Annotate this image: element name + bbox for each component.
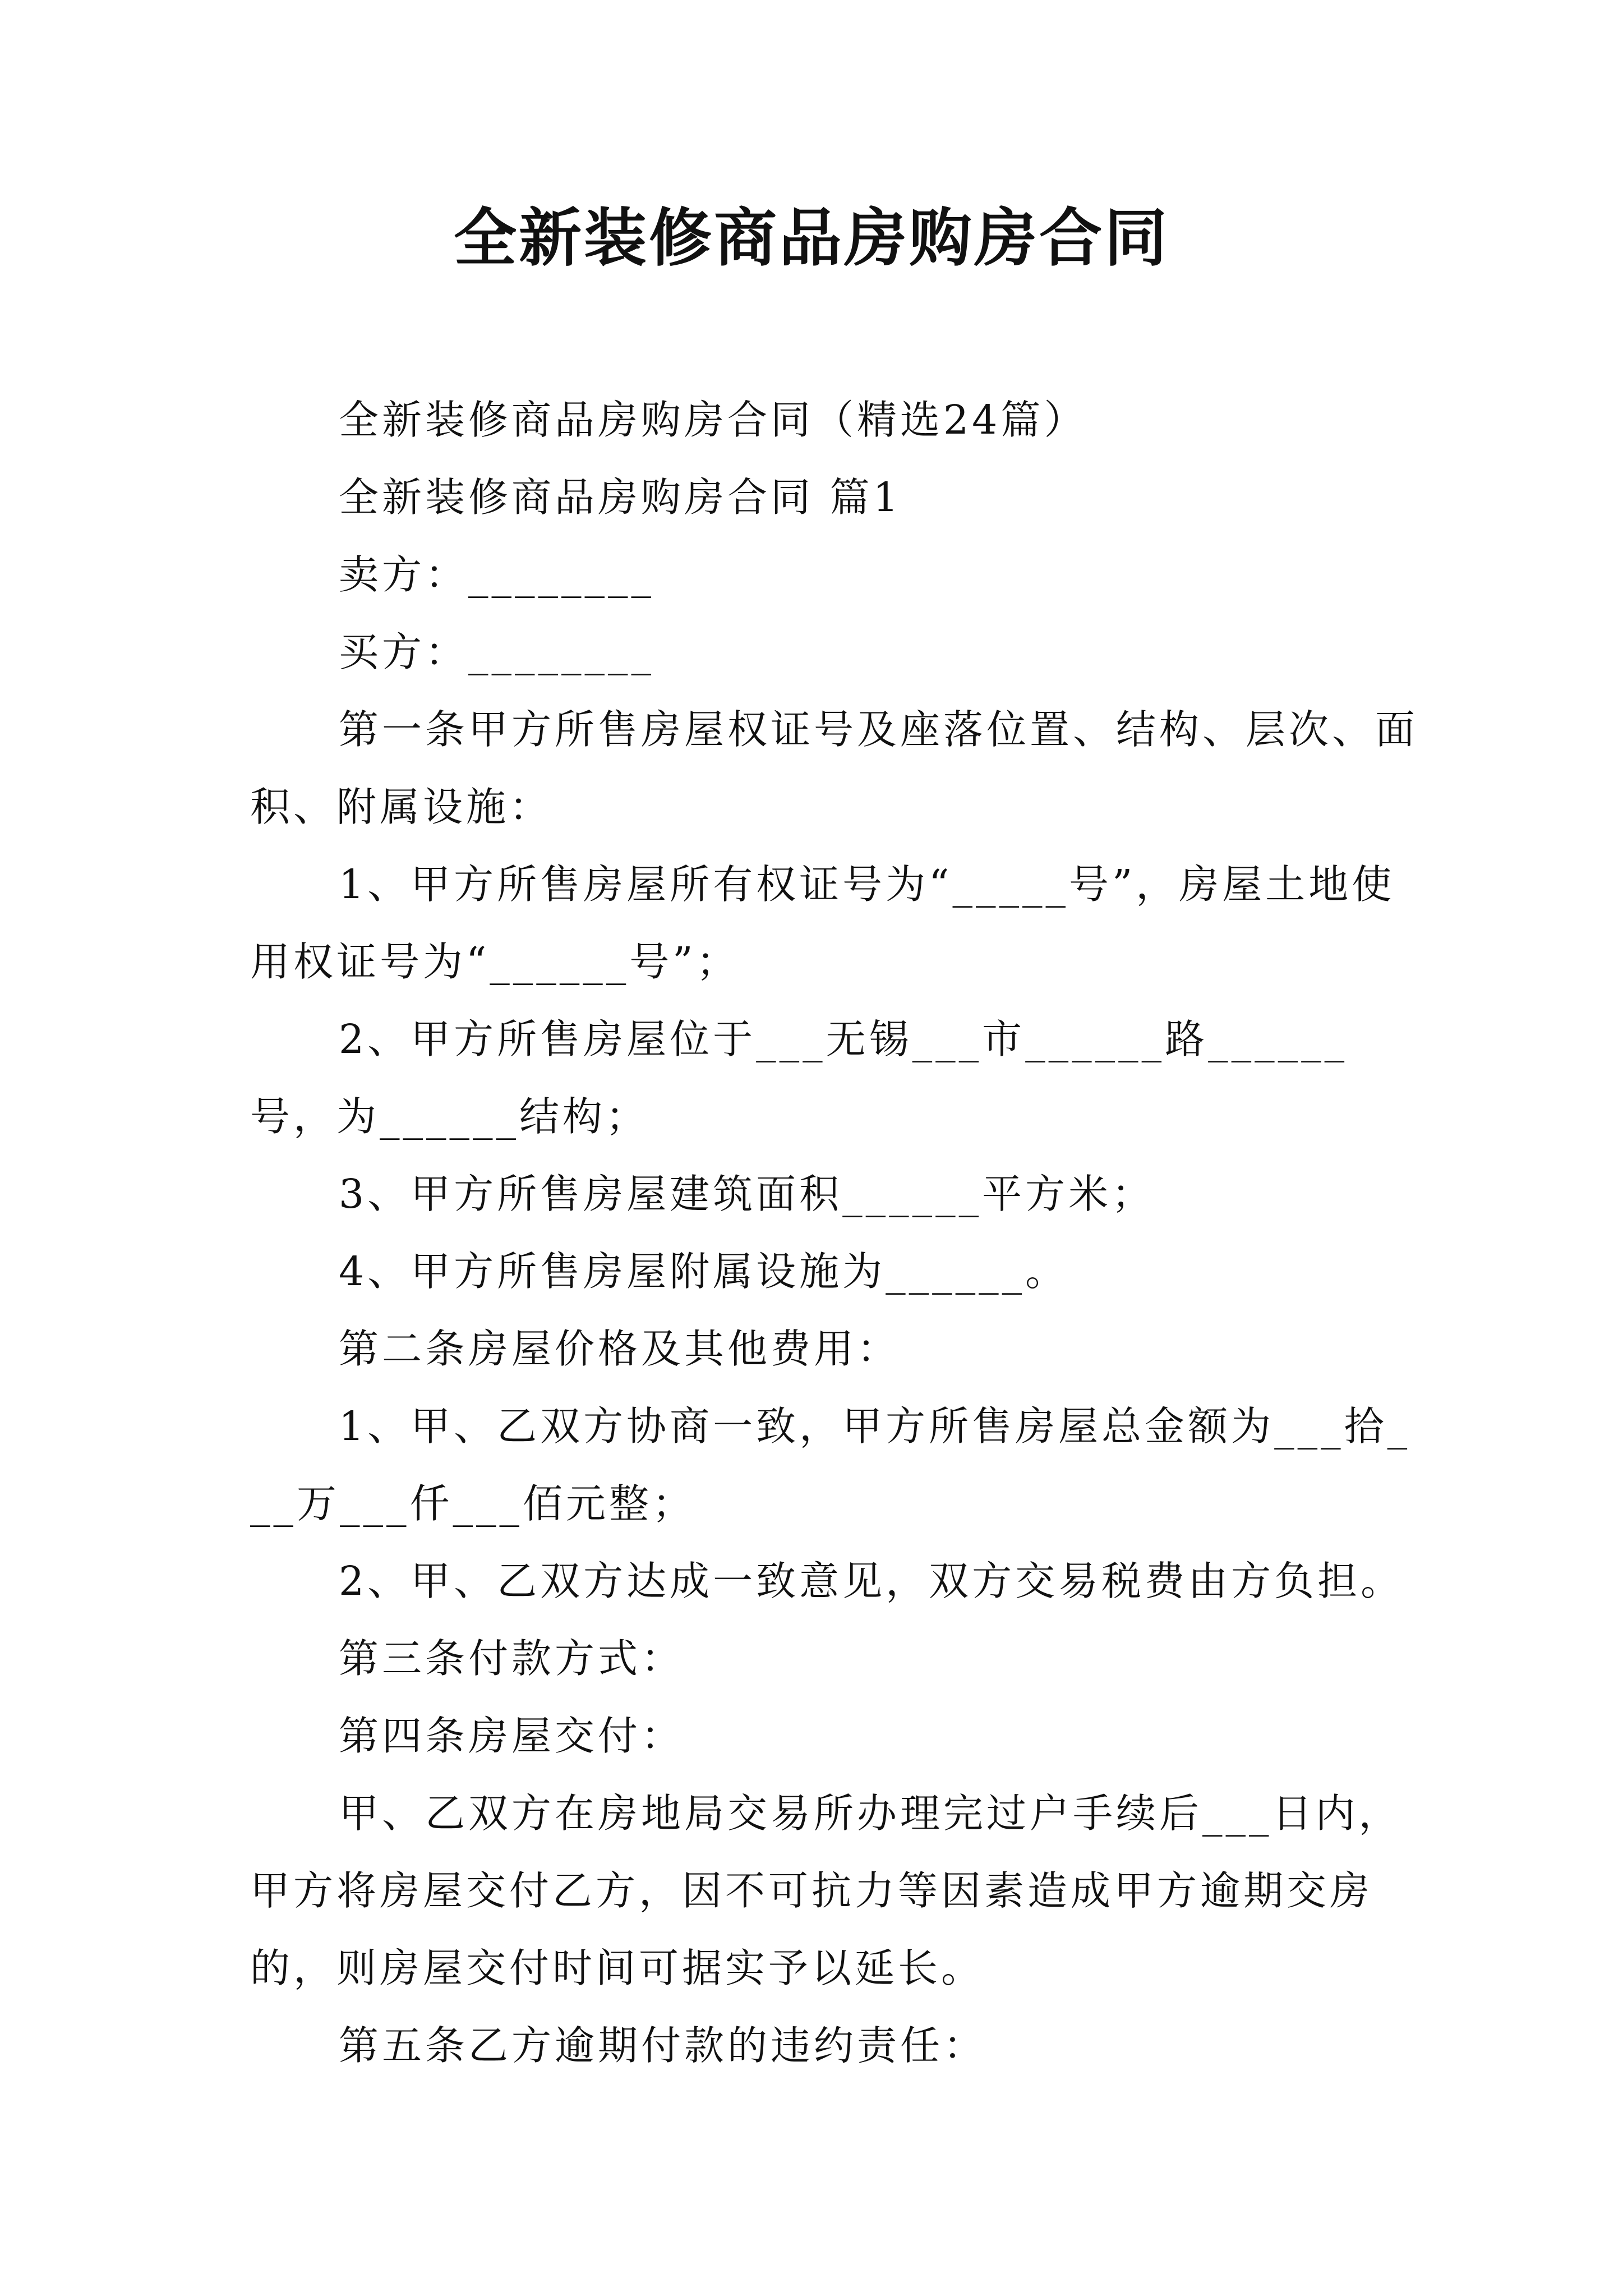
paragraph-buyer: 买方：________	[339, 629, 655, 675]
paragraph-article-4-body: 甲、乙双方在房地局交易所办理完过户手续后___日内，甲方将房屋交付乙方，因不可抗力等因素造成甲方逾期交房的，则房屋交付时间可据实予以延长。	[250, 1790, 1402, 1991]
paragraph-article-3: 第三条付款方式：	[339, 1635, 685, 1682]
paragraph-article-1-item-3: 3、甲方所售房屋建筑面积______平方米；	[339, 1171, 1155, 1217]
paragraph-section-heading: 全新装修商品房购房合同 篇1	[339, 474, 902, 521]
paragraph-article-1-item-1: 1、甲方所售房屋所有权证号为“_____号”，房屋土地使用权证号为“______号”；	[250, 861, 1395, 985]
paragraph-subtitle: 全新装修商品房购房合同（精选24篇）	[339, 397, 1087, 443]
document-body	[250, 381, 1428, 2085]
paragraph-article-2: 第二条房屋价格及其他费用：	[339, 1326, 901, 1372]
paragraph-article-5: 第五条乙方逾期付款的违约责任：	[339, 2022, 987, 2069]
paragraph-article-1: 第一条甲方所售房屋权证号及座落位置、结构、层次、面积、附属设施：	[250, 706, 1419, 830]
document-title: 全新装修商品房购房合同	[454, 201, 1169, 275]
paragraph-seller: 卖方：________	[339, 551, 655, 598]
paragraph-article-2-item-1: 1、甲、乙双方协商一致，甲方所售房屋总金额为___拾___万___仟___佰元整；	[250, 1403, 1411, 1527]
paragraph-article-1-item-4: 4、甲方所售房屋附属设施为______。	[339, 1248, 1069, 1295]
paragraph-article-1-item-2: 2、甲方所售房屋位于___无锡___市______路______号，为______结构；	[250, 1016, 1348, 1140]
paragraph-article-2-item-2: 2、甲、乙双方达成一致意见，双方交易税费由方负担。	[339, 1558, 1404, 1604]
paragraph-article-4: 第四条房屋交付：	[339, 1713, 685, 1759]
